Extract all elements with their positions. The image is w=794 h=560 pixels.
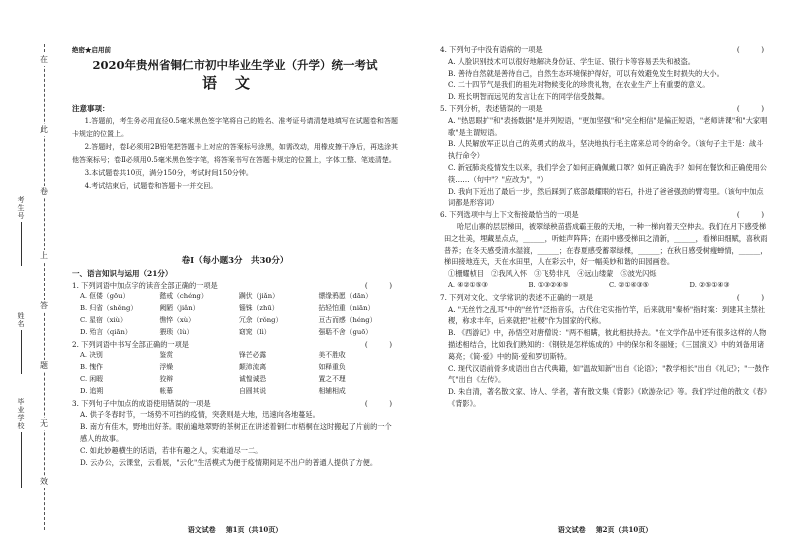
- instructions: [72, 103, 398, 193]
- question-3: [72, 398, 398, 469]
- option-word: 猥琐（lù）: [159, 327, 194, 336]
- seal-char: 无: [37, 418, 51, 430]
- instruction-item: 3.本试题卷共10页，满分150分，考试时间150分钟。: [84, 168, 253, 177]
- option-word: 如释重负: [318, 363, 346, 372]
- answer-blank[interactable]: ( ): [364, 398, 392, 408]
- seal-char: 卷: [37, 186, 51, 198]
- option[interactable]: A. "热思眼扩"和"表扬数据"是并列短语，"更加坚强"和"完全相信"是偏正短语，"老师讲课"和"大家唱歌"是主谓短语。: [448, 115, 768, 137]
- question-1: [72, 280, 398, 339]
- option-word: 自圆其说: [239, 386, 267, 395]
- binding-margin: [0, 0, 66, 560]
- option-word: 帐幕: [159, 386, 174, 395]
- part-one-title: 卷Ⅰ（每小题3分 共30分）: [181, 256, 289, 266]
- option[interactable]: A. 决别: [80, 351, 103, 360]
- question-4: [440, 44, 770, 103]
- answer-blank[interactable]: ( ): [736, 103, 764, 113]
- school-line: [21, 432, 22, 488]
- option-row: [72, 386, 398, 398]
- option[interactable]: A. 伛偻（gōu）: [80, 292, 130, 301]
- option[interactable]: D. 班长明智而远见的发言让在下的同学信受鼓舞。: [448, 92, 610, 102]
- option[interactable]: C. 新冠肺炎疫情发生以来，我们学会了如何正确佩戴口罩？如何正确洗手？如何在餐饮和正确使用公筷……（句中"？"应改为"，"）: [448, 162, 767, 184]
- name-field[interactable]: [16, 312, 30, 374]
- answer-blank[interactable]: ( ): [736, 45, 764, 54]
- name-line: [21, 330, 22, 374]
- option-word: 相辅相成: [318, 386, 346, 395]
- question-stem: 7. 下列对文化、文学常识的表述不正确的一项是: [440, 292, 593, 302]
- answer-blank[interactable]: ( ): [364, 339, 392, 349]
- option-row: [72, 327, 398, 339]
- option-word: 置之不理: [318, 374, 346, 383]
- option-row: [72, 315, 398, 327]
- option[interactable]: C. ②①④③⑤: [609, 280, 649, 289]
- option[interactable]: D. 我向下近出了最后一步，然后踩到了底部最耀眼的岩石，扑进了爸爸强劲的臂弯里。（该句中加点词都是形容词）: [448, 186, 764, 208]
- option-row: [72, 362, 398, 374]
- exam-title: 2020年贵州省铜仁市初中毕业生学业（升学）统一考试: [92, 58, 378, 72]
- page-footer: [72, 524, 398, 536]
- option-word: 懿戒（chéng）: [159, 292, 208, 301]
- option-word: 拈轻怕重（niān）: [318, 304, 375, 313]
- option-word: 诚惶诚恐: [239, 374, 267, 383]
- option[interactable]: B. ①③②④⑤: [528, 280, 569, 289]
- question-7: [440, 292, 770, 410]
- candidate-number-line: [21, 222, 22, 266]
- footer-page-number: 第1页（共10页）: [225, 525, 283, 534]
- option[interactable]: C. 二十四节气是我们的祖先对物候变化的珍贵礼物，在农业生产上有重要的意义。: [448, 80, 710, 90]
- option[interactable]: B. 愧作: [80, 363, 103, 372]
- answer-blank[interactable]: ( ): [736, 210, 764, 220]
- candidate-number-label: 考生号: [17, 196, 25, 220]
- sentence-items: ①栅耀桢目 ②我风入怀 ③飞势非凡 ④远山缕蒙 ⑤波光闪烁: [448, 269, 657, 279]
- section-heading: 一、语言知识与运用（21分）: [72, 268, 173, 278]
- question-5: [440, 103, 770, 209]
- option[interactable]: D. 追朔: [80, 386, 104, 395]
- option[interactable]: D. 朱自清，著名散文家、诗人、学者，著有散文集《背影》《欧游杂记》等。我们学过他的散文《春》《背影》。: [448, 387, 768, 408]
- school-field[interactable]: [16, 398, 30, 488]
- seal-dashed-line: [44, 44, 45, 530]
- subject-title: 语文: [201, 74, 268, 92]
- option-word: 窈窕（lì）: [239, 327, 271, 336]
- question-stem: 2. 下列词语中书写全部正确的一项是: [72, 339, 189, 349]
- question-stem: 4. 下列句子中没有语病的一项是: [440, 45, 543, 54]
- question-2: [72, 339, 398, 398]
- option-word: 狡辩: [159, 374, 174, 383]
- option-word: 憔悴（xù）: [159, 315, 195, 324]
- option[interactable]: C. 现代汉语前骨多成语出自古代典籍，如"温故知新"出自《论语》；"教学相长"出自《礼记》；"一鼓作气"出自《左传》。: [448, 363, 770, 385]
- option[interactable]: B. 《西游记》中，孙悟空对唐僧说："两不相瞒，彼此相扶持去。"在文学作品中还有很多这样的人物描述相结合，比如我们熟知的：《钢铁是怎样炼成的》中的保尔和冬丽娅；《三国演义》中的刘备用诸葛亮；《简·爱》中的简·爱和罗切斯特。: [448, 328, 767, 361]
- option-word: 颠沛流离: [239, 363, 267, 372]
- seal-char: 此: [37, 124, 51, 136]
- option-word: 缥缘鸦愿（dān）: [318, 292, 373, 301]
- option-word: 美不胜收: [318, 351, 346, 360]
- option-word: 浮燥: [159, 363, 174, 372]
- option-word: 强聒不舍（guō）: [318, 327, 373, 336]
- confidential-mark: 绝密★启用前: [72, 46, 111, 54]
- option-row: [440, 280, 770, 292]
- option-word: 蹒伏（jiǎn）: [239, 292, 279, 301]
- option-row: [72, 374, 398, 386]
- option[interactable]: A. ④②①⑤③: [448, 280, 488, 289]
- footer-subject: 语文试卷: [557, 525, 586, 534]
- instruction-item: 1.答题前，考生务必用直径0.5毫米黑色签字笔将自己的姓名、准考证号请清楚地填写在试题卷和答题卡规定的位置上。: [72, 116, 398, 138]
- option[interactable]: B. 南方有佳木，野地出好茶。眼前遍地翠野的茶树正在讲述着铜仁市梧桐在这时搬起了片前的一个感人的故事。: [80, 422, 392, 443]
- seal-char: 上: [37, 250, 51, 262]
- page-2-content: [440, 44, 770, 410]
- part-one: [72, 256, 398, 468]
- instruction-item: 4.考试结束后，试题卷和答题卡一并交回。: [84, 181, 218, 190]
- school-label: 毕业学校: [17, 398, 25, 430]
- footer-subject: 语文试卷: [187, 525, 216, 534]
- option[interactable]: B. 归省（shěng）: [80, 304, 138, 313]
- instruction-item: 2.答题时，卷Ⅰ必须用2B铅笔把答题卡上对应的答案标号涂黑，如需改动，用橡皮擦干净后，再选涂其他答案标号；卷Ⅱ必须用0.5毫米黑色签字笔，将答案书写在答题卡规定的位置上，字体工整、笔迹清楚。: [72, 142, 398, 164]
- reading-passage: 哈尼山寨的层层梯田，被翠绿秧苗搭成霸王般的天地，一种一梯向着天空伸去。我们在月下感受梯田之壮美，埋藏星点点，______，听蛙声阵阵；在雨中感受梯田之清新，______，看梯田细赋，喜秋雨普养；在冬天感受清水湿渡，______；在春夏感受蓄翠绿棵，______；在秋日感受树瘦蝉情，______，梯田接地连天，天在水田里，人在彩云中，好一幅美妙和谐的田园画卷。: [444, 221, 768, 267]
- seal-char: 答: [37, 300, 51, 312]
- option[interactable]: D. 云办公，云课堂，云看展，"云化"生活模式为便于疫情期间足不出户的普通人提供了方便。: [80, 457, 378, 467]
- option-word: 阙陋（jiǎn）: [159, 304, 200, 313]
- option-row: [72, 291, 398, 303]
- option-row: [72, 303, 398, 315]
- exam-page-2: [440, 0, 770, 560]
- option[interactable]: D. 殆言（qiān）: [80, 327, 132, 336]
- option[interactable]: D. ②⑤①④③: [689, 280, 730, 289]
- question-6: [440, 209, 770, 292]
- option[interactable]: C. 星宿（xiù）: [80, 315, 127, 324]
- option-word: 鉴赏: [159, 351, 174, 360]
- footer-page-number: 第2页（共10页）: [595, 525, 653, 534]
- exam-page-1: [72, 0, 398, 560]
- option-word: 锱铢（zhū）: [239, 304, 279, 313]
- answer-blank[interactable]: ( ): [736, 292, 764, 302]
- seal-char: 题: [37, 360, 51, 372]
- option[interactable]: B. 人民解放军正以自己的英勇式的战斗，坚决地执行毛主席来总司令的命令。（该句子主干是：战斗执行命令）: [448, 139, 764, 161]
- candidate-number-field[interactable]: [16, 196, 30, 266]
- option[interactable]: C. 如此妙趣横生的话语，若非有趣之人，实难道尽一二。: [80, 445, 263, 455]
- question-stem: 3. 下列句子中加点的成语使用错误的一项是: [72, 398, 211, 408]
- option-row: [72, 350, 398, 362]
- question-stem: 1. 下列词语中加点字的读音全部正确的一项是: [72, 280, 218, 290]
- seal-char: 在: [37, 54, 51, 66]
- instructions-heading: 注意事项：: [72, 104, 110, 113]
- option-word: 亘古而感（héng）: [318, 315, 377, 324]
- answer-blank[interactable]: ( ): [364, 280, 392, 290]
- option[interactable]: A. 人脸识别技术可以很好地解决身份证、学生证、银行卡等容易丢失和被盗。: [448, 56, 695, 66]
- seal-char: 效: [37, 476, 51, 488]
- question-stem: 6. 下列选项中与上下文衔接最恰当的一项是: [440, 210, 579, 220]
- name-label: 姓名: [17, 312, 25, 328]
- option[interactable]: A. "无丝竹之乱耳"中的"丝竹"泛指音乐，古代住宅实指竹竿，后来就用"秦桥"指时案：到建其主禁社稷，称求丰年，后来就把"社稷"作为国家的代称。: [448, 304, 766, 326]
- option[interactable]: A. 供子冬春时节，一场势不可挡的疫情，突袭则是大地，迅速向各地蔓延。: [80, 410, 320, 420]
- option-word: 冗余（rǒng）: [239, 315, 283, 324]
- question-stem: 5. 下列分析，表述错误的一项是: [440, 103, 543, 113]
- page-footer: [440, 524, 770, 536]
- option-word: 锋芒必露: [239, 351, 267, 360]
- option[interactable]: B. 善待自然就是善待自己，自然生态环境保护得好，可以有效避免发生时损失的大小。: [448, 68, 724, 78]
- option[interactable]: C. 闲暇: [80, 374, 103, 383]
